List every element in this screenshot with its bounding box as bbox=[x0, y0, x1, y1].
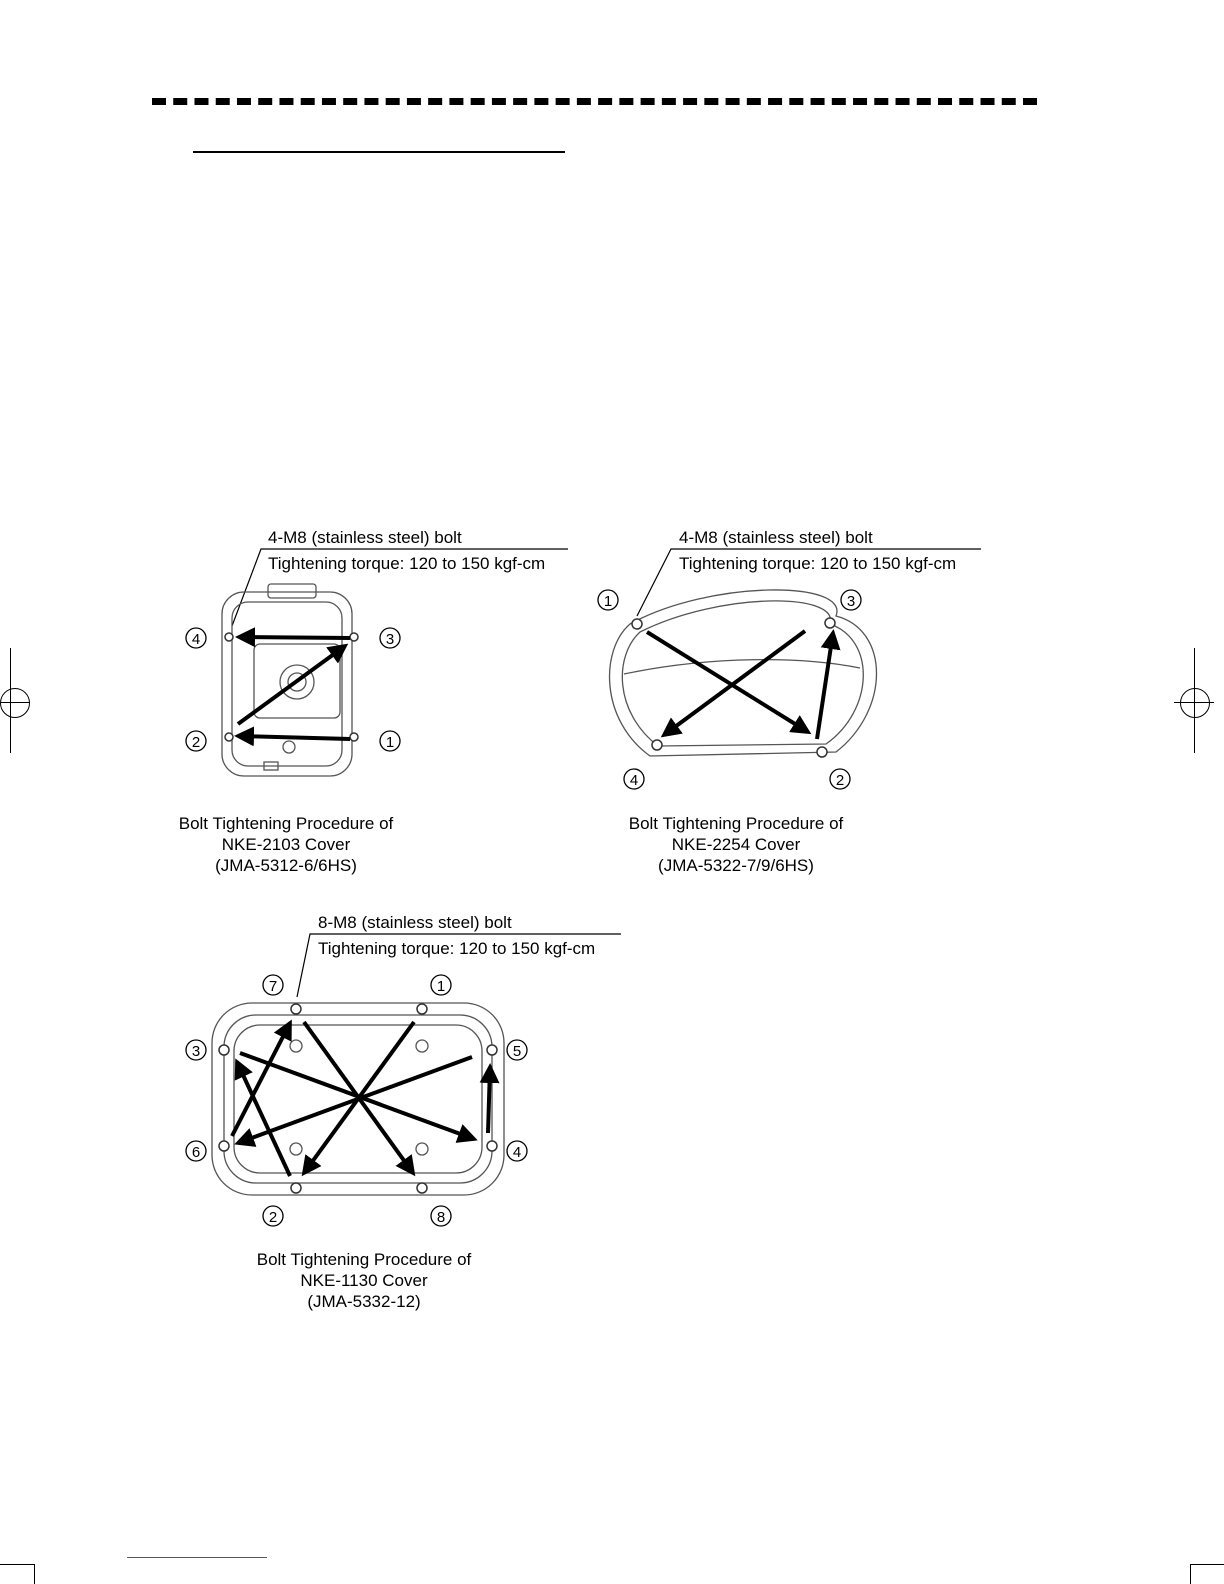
svg-text:3: 3 bbox=[385, 631, 395, 648]
svg-text:3: 3 bbox=[846, 593, 856, 610]
bolt-number-6 bbox=[186, 1141, 206, 1161]
tightening-arrow-3-to-4 bbox=[239, 637, 350, 638]
tightening-arrow-3-to-4 bbox=[664, 631, 805, 735]
svg-text:2: 2 bbox=[835, 772, 845, 789]
bolt-number-8 bbox=[431, 1206, 451, 1226]
svg-text:8: 8 bbox=[436, 1209, 446, 1226]
bolt-number-1 bbox=[598, 590, 618, 610]
cover-outline bbox=[222, 584, 352, 776]
bolt-number-4 bbox=[507, 1141, 527, 1161]
svg-text:2: 2 bbox=[268, 1209, 278, 1226]
figure-nke1130 bbox=[170, 905, 630, 1235]
bolt-number-4 bbox=[186, 628, 206, 648]
torque-label: Tightening torque: 120 to 150 kgf-cm bbox=[268, 554, 546, 573]
bolt-spec-label: 4-M8 (stainless steel) bolt bbox=[268, 528, 462, 547]
torque-label: Tightening torque: 120 to 150 kgf-cm bbox=[679, 554, 957, 573]
bolt-number-1 bbox=[431, 975, 451, 995]
figure-nke2254 bbox=[590, 520, 990, 800]
figure-nke2103 bbox=[160, 520, 580, 790]
bolt-number-3 bbox=[380, 628, 400, 648]
caption-nke2254: Bolt Tightening Procedure of NKE-2254 Cover (JMA-5322-7/9/6HS) bbox=[628, 814, 844, 875]
svg-text:1: 1 bbox=[603, 593, 613, 610]
caption-nke2103: Bolt Tightening Procedure of NKE-2103 Cover (JMA-5312-6/6HS) bbox=[178, 814, 394, 875]
header-dashed-rule bbox=[152, 98, 1037, 105]
svg-text:4: 4 bbox=[512, 1144, 522, 1161]
svg-text:4: 4 bbox=[191, 631, 201, 648]
bolt-number-2 bbox=[263, 1206, 283, 1226]
tightening-arrow-4-to-5 bbox=[488, 1067, 490, 1133]
heading-underline bbox=[193, 151, 565, 153]
svg-text:1: 1 bbox=[436, 978, 446, 995]
cover-outline bbox=[610, 590, 877, 756]
tightening-arrow-1-to-2 bbox=[238, 736, 350, 739]
tightening-arrow-2-to-3 bbox=[817, 633, 833, 739]
bolt-number-3 bbox=[841, 590, 861, 610]
svg-text:3: 3 bbox=[191, 1043, 201, 1060]
bolt-number-4 bbox=[624, 769, 644, 789]
tightening-arrow-6-to-7 bbox=[232, 1023, 290, 1136]
bolt-number-5 bbox=[507, 1040, 527, 1060]
tightening-arrow-2-to-3 bbox=[237, 1062, 290, 1176]
bolt-number-2 bbox=[186, 731, 206, 751]
tightening-arrow-5-to-6 bbox=[238, 1057, 472, 1143]
svg-text:6: 6 bbox=[191, 1144, 201, 1161]
caption-nke1130: Bolt Tightening Procedure of NKE-1130 Cover (JMA-5332-12) bbox=[256, 1250, 472, 1311]
footer-link-underline bbox=[127, 1557, 267, 1558]
torque-label: Tightening torque: 120 to 150 kgf-cm bbox=[318, 939, 596, 958]
svg-text:2: 2 bbox=[191, 734, 201, 751]
svg-text:5: 5 bbox=[512, 1043, 522, 1060]
svg-text:4: 4 bbox=[629, 772, 639, 789]
svg-text:7: 7 bbox=[268, 978, 278, 995]
svg-text:1: 1 bbox=[385, 734, 395, 751]
bolt-number-7 bbox=[263, 975, 283, 995]
bolt-spec-label: 8-M8 (stainless steel) bolt bbox=[318, 913, 512, 932]
bolt-number-3 bbox=[186, 1040, 206, 1060]
bolt-number-2 bbox=[830, 769, 850, 789]
bolt-number-1 bbox=[380, 731, 400, 751]
bolt-spec-label: 4-M8 (stainless steel) bolt bbox=[679, 528, 873, 547]
